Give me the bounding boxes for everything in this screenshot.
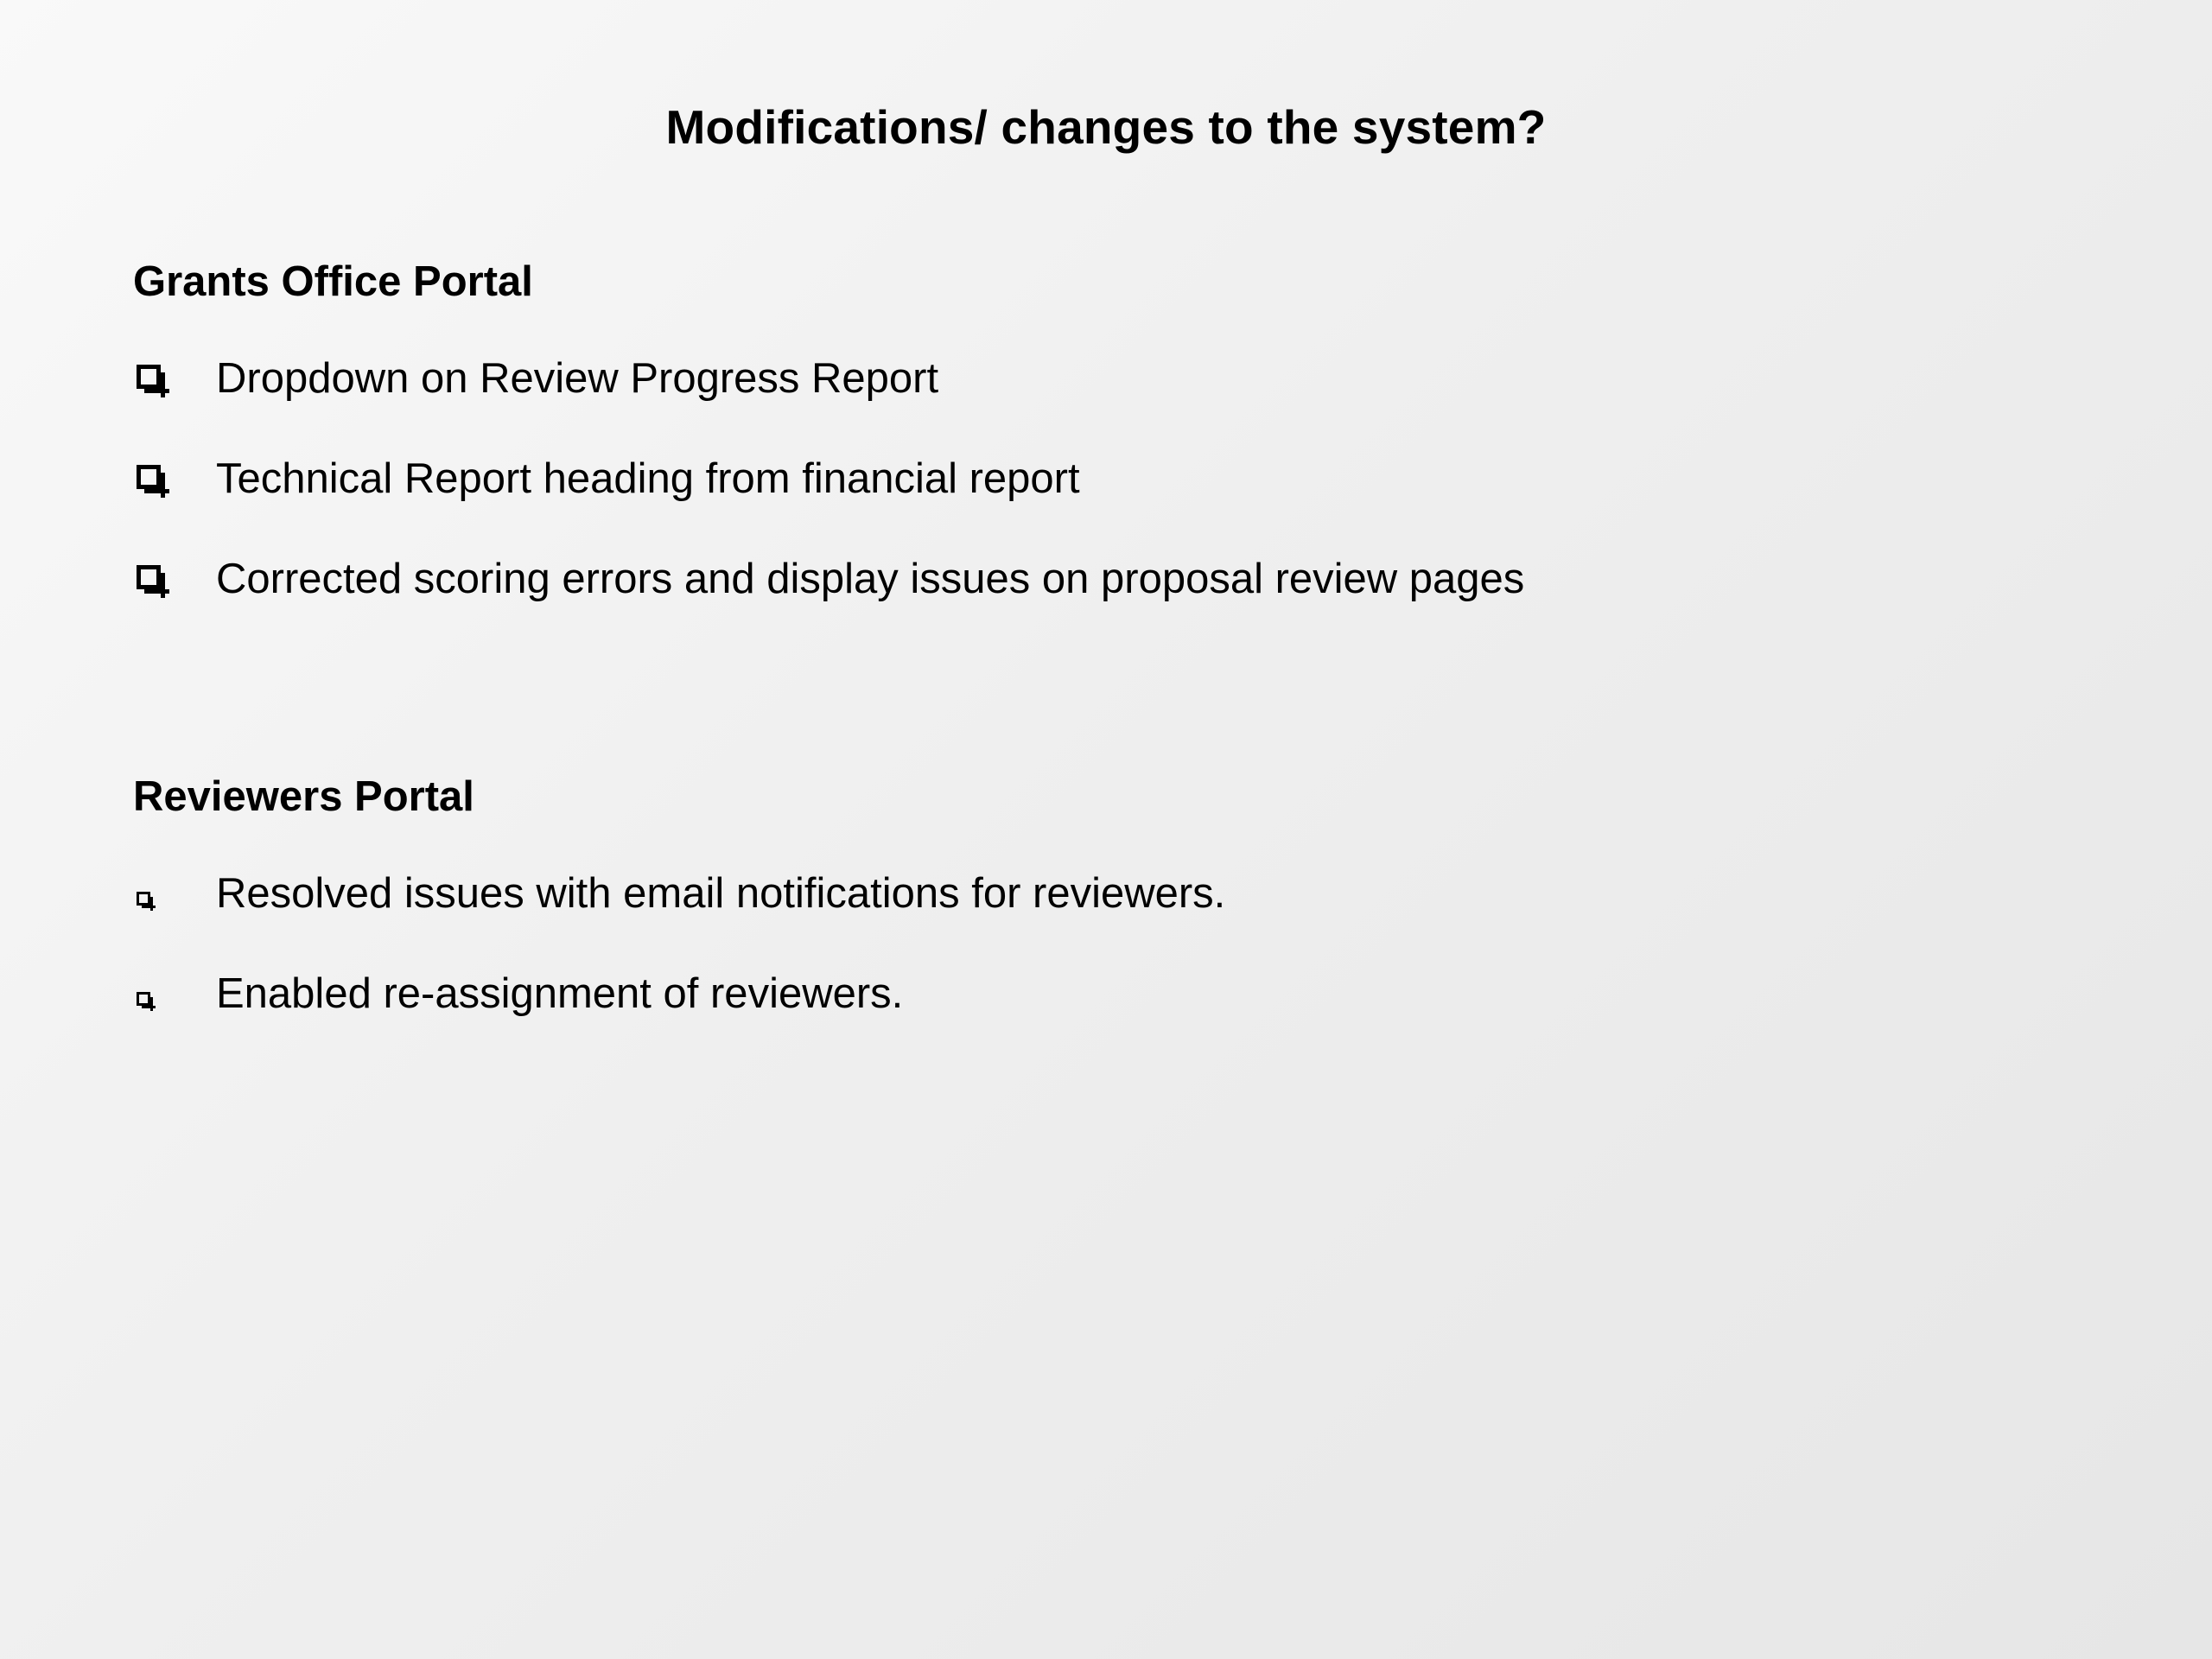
list-item [133, 964, 2034, 1023]
checkbox-square-icon [133, 449, 216, 508]
list-item [133, 449, 2034, 508]
section-reviewers-portal [133, 767, 2034, 1065]
small-checkbox-square-icon [133, 964, 216, 1023]
section-heading: Reviewers Portal [133, 773, 474, 820]
list-item [133, 349, 2034, 408]
list-item-text: Enabled re-assignment of reviewers. [216, 970, 904, 1017]
checkbox-square-icon [133, 550, 216, 608]
section-grants-office-portal [133, 252, 2034, 650]
list-item-text: Corrected scoring errors and display issues on proposal review pages [216, 556, 1525, 602]
bullet-list [133, 349, 2034, 608]
bullet-list [133, 864, 2034, 1023]
list-item [133, 550, 2034, 608]
list-item-text: Resolved issues with email notifications for reviewers. [216, 870, 1226, 917]
checkbox-square-icon [133, 349, 216, 408]
small-checkbox-square-icon [133, 864, 216, 923]
slide-title: Modifications/ changes to the system? [665, 100, 1547, 154]
list-item-text: Technical Report heading from financial report [216, 455, 1080, 502]
list-item [133, 864, 2034, 923]
section-heading: Grants Office Portal [133, 258, 533, 305]
list-item-text: Dropdown on Review Progress Report [216, 355, 939, 402]
